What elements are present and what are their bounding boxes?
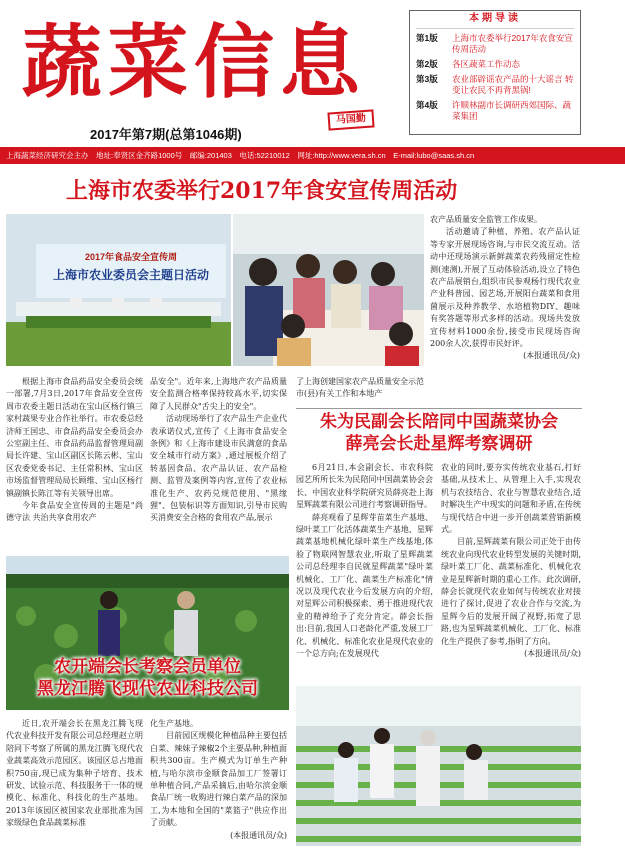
article-column (6, 718, 143, 830)
article-column (6, 376, 143, 525)
issue-contents-box (409, 10, 581, 135)
greenhouse-visit-photo (296, 686, 581, 846)
contents-page: 第4版 (416, 100, 438, 110)
crowd-booth-photo (233, 214, 424, 366)
paragraph: 活动现场举行了农产品生产企业代表承诺仪式,宣传了《上海市食品安全条例》和《上海市建设市民满意的食品安全城市行动方案》,通过展板介绍了转基因食品、农产品认证、农产品检测、监管及案例等内容,宣传了农业标准化生产、农药兑规范使用、"黑缘狸"、包装标识等方面知识,引导市民购买消费安全合格的食用农产品,展示 (150, 414, 287, 523)
article-headline: 上海市农委举行2017年食安宣传周活动 (66, 178, 458, 204)
byline: (本报通讯员/众) (524, 649, 581, 659)
paragraph: 目前,星辉蔬菜有限公司正处于由传统农业向现代农业转型发展的关键时期,绿叶菜工厂化、蔬菜标准化、机械化农业是星辉新时期的重心工作。此次调研,薛会长就现代农业如何与传统农业对接进行了探讨,促进了农业合作与交流,为星辉今后的发展开阔了视野,拓宽了思路,也为星辉蔬菜机械化、工厂化、标准化生产提供了参考,指明了方向。 (441, 537, 581, 646)
contents-item[interactable] (410, 29, 580, 55)
byline: (本报通讯员/众) (523, 351, 580, 361)
article-column (296, 462, 433, 661)
article-column (441, 462, 581, 661)
paragraph: 近日,农开端会长在黑龙江腾飞现代农业科技开发有限公司总经理赵立明陪同下考察了所属的黑龙江腾飞现代农业蔬菜高效示范园区。该园区总占地面积750亩,现已成为集种子培育、技术研发、试验示范、科技服务于一体的规模化、标准化、科技化的生产基地。2013年该园区被国家农业部批准为国家级绿色食品蔬菜标准 (6, 719, 143, 828)
contents-page: 第3版 (416, 74, 438, 84)
contents-item[interactable] (410, 96, 580, 122)
masthead-char-1: 蔬 (22, 15, 100, 109)
paragraph: 农业的同时,要夯实传统农业基石,打好基础,从技术上、从管理上入手,实现农机与农技结合、农业与智慧农业结合,适时解决生产中现实的问题和矛盾,在传统与现代结合中进一步开创蔬菜营销新模式。 (441, 463, 581, 535)
paragraph: 目前园区规模化种植品种主要包括白菜、辣妹子辣椒2个主要品种,种植面积共300亩。生产模式为订单生产种植,与哈尔滨市金顺食品加工厂签署订单种植合同,产品采摘后,由哈尔滨金顺食品厂统一收购进行辣白菜产品的深加工,为本地和全国的"菜篮子"供应作出了贡献。 (150, 731, 287, 828)
article-column (296, 376, 424, 401)
paragraph: 6月21日,本会副会长、市农科院园艺所所长朱为民陪同中国蔬菜协会会长、中国农业科学院研究员薛亮赴上海星辉蔬菜有限公司进行考察调研指导。 (296, 463, 433, 510)
masthead-char-3: 信 (194, 15, 272, 109)
paragraph: 今年食品安全宣传周的主题是"尚德守法 共治共享食用农产 (6, 501, 143, 523)
article-column (430, 214, 580, 363)
paragraph: 品安全"。近年来,上海地产农产品质量安全监测合格率保持较高水平,切实保障了人民群众"舌尖上的安全"。 (150, 377, 287, 411)
newspaper-masthead (22, 14, 358, 110)
paragraph: 薛亮观看了星辉芽苗菜生产基地、绿叶菜工厂化活体蔬菜生产基地、星辉蔬菜基地机械化绿叶菜生产线基地,体验了物联网智慧农业,听取了星辉蔬菜公司总经理李自民就星辉蔬菜"绿叶菜机械化、工厂化、蔬菜生产标准化"情况以及现代农业今后发展方向的介绍,对星辉公司积极探索、勇于推进现代农业的精神给予了充分肯定。薛会长指出:目前,我国人口老龄化严重,发展工厂化、机械化、标准化农业是现代农业的一个总方向;在发展现代 (296, 512, 433, 659)
contents-page: 第2版 (416, 59, 438, 69)
masthead-char-4: 息 (280, 15, 358, 109)
stage-banner-line-2: 上海市农业委员会主题日活动 (52, 268, 209, 282)
contents-title: 许顺林副市长调研西郊国际、蔬菜集团 (452, 100, 572, 121)
stage-banner (36, 244, 226, 298)
article-headline-line-2: 薛亮会长赴星辉考察调研 (345, 434, 533, 454)
paragraph: 活动邀请了种植、养殖、农产品认证等专家开展现场咨询,与市民交流互动。活动中还现场演示新鲜蔬菜农药残留定性检测(速测),开展了互动体验活动,设立了特色农产品展销台,组织市民参观杨行现代农业产业科普园、园艺场,开展阳台蔬菜和食用菌展示及种养教学、水培植物DIY、趣味有奖答题等形式多样的活动。现场共发放宣传材料1000余份,接受市民现场咨询200余人次,获得市民好评。 (430, 227, 580, 349)
paragraph: 化生产基地。 (150, 719, 198, 728)
byline: (本报通讯员/众) (230, 830, 287, 840)
contents-title: 上海市农委举行2017年农食安宣传周活动 (452, 33, 573, 54)
contents-item[interactable] (410, 70, 580, 96)
contents-title: 农业部辟谣农产品的十大谣言 转变让农民不再背黑锅! (452, 74, 574, 95)
contents-page: 第1版 (416, 33, 438, 43)
issue-number: 2017年第7期(总第1046期) (90, 127, 242, 142)
article-column (150, 376, 287, 525)
paragraph: 农产品质量安全监管工作成果。 (430, 215, 542, 224)
stage-banner-line-1: 2017年食品安全宣传周 (84, 252, 178, 262)
publisher-info-bar: 上海蔬菜经济研究会主办 地址:奉贤区金齐路1000号 邮编:201403 电话:52210012 网址:http://www.vera.sh.cn E-mail:lubo@saas.sh.cn (0, 147, 625, 164)
contents-title: 各区蔬菜工作动态 (452, 59, 521, 69)
paragraph: 根据上海市食品药品安全委员会统一部署,7月3日,2017年食品安全宣传周市农委主题日活动在宝山区杨行镇三家村蔬果专业合作社举行。市农委总经济师王国忠、市食品药品安全委员会办公室副主任、市食品药品监督管理局副局长许建、宝山区副区长陈云彬、宝山区农委党委书记、主任常积林、宝山区市场监督管理局局长顾维、宝山区杨行镇副镇长陈江等有关领导出席。 (6, 377, 143, 498)
divider (296, 408, 582, 409)
contents-heading: 本期导读 (416, 11, 574, 29)
article-headline-line-1: 朱为民副会长陪同中国蔬菜协会 (320, 412, 558, 432)
masthead-char-2: 菜 (108, 15, 186, 109)
article-column (150, 718, 287, 842)
contents-item[interactable] (410, 55, 580, 70)
paragraph: 了上海创建国家农产品质量安全示范市(县)有关工作和本地产 (296, 377, 424, 399)
event-stage-photo (6, 214, 231, 366)
vegetable-field-photo (6, 556, 289, 710)
photo-overlay-headline-1: 农开端会长考察会员单位 (54, 657, 241, 677)
photo-overlay-headline-2: 黑龙江腾飞现代农业科技公司 (37, 679, 258, 699)
calligraphy-seal: 马国勤 (327, 109, 374, 130)
